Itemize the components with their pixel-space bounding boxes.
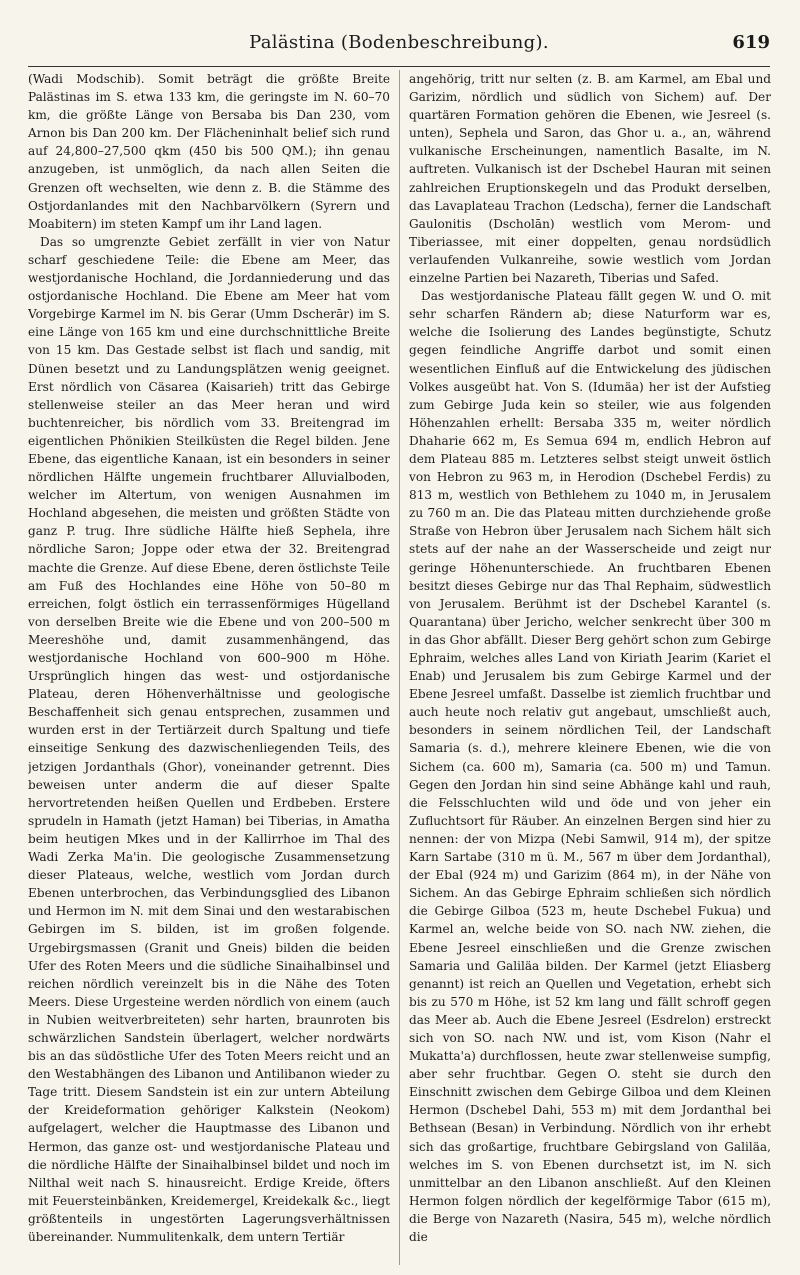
text-columns <box>28 70 771 1265</box>
paragraph: (Wadi Modschib). Somit beträgt die größte Breite Palästinas im S. etwa 133 km, die geringste im N. 60–70 km, die größte Länge von Bersaba bis Dan 230, vom Arnon bis Dan 200 km. Der Flächeninhalt belief sich rund auf 24,800–27,500 qkm (450 bis 500 QM.); ihn genau anzugeben, ist unmöglich, da nach allen Seiten die Grenzen oft wechselten, wie denn z. B. die Stämme des Ostjordanlandes mit den Nachbarvölkern (Syrern und Moabitern) im steten Kampf um ihr Land lagen. <box>28 72 390 231</box>
page-number: 619 <box>732 32 770 53</box>
header-rule <box>28 66 770 67</box>
left-column <box>28 70 390 1265</box>
page-header <box>28 32 770 62</box>
paragraph: Das westjordanische Plateau fällt gegen W. und O. mit sehr scharfen Rändern ab; diese Naturform war es, welche die Isolierung des Landes begünstigte, Schutz gegen feindliche Angriffe darbot und somit einen wesentlichen Einfluß auf die Entwickelung des jüdischen Volkes ausgeübt hat. Von S. (Idumäa) her ist der Aufstieg zum Gebirge Juda kein so steiler, wie aus folgenden Höhenzahlen erhellt: Bersaba 335 m, weiter nördlich Dhaharie 662 m, Es Semua 694 m, endlich Hebron auf dem Plateau 885 m. Letzteres selbst steigt unweit östlich von Hebron zu 963 m, in Herodion (Dschebel Ferdis) zu 813 m, westlich von Bethlehem zu 1040 m, in Jerusalem zu 760 m an. Die das Plateau mitten durchziehende große Straße von Hebron über Jerusalem nach Sichem hält sich stets auf der nahe an der Wasserscheide und zeigt nur geringe Höhenunterschiede. An fruchtbaren Ebenen besitzt dieses Gebirge nur das Thal Rephaim, südwestlich von Jerusalem. Berühmt ist der Dschebel Karantel (s. Quarantana) über Jericho, welcher senkrecht über 300 m in das Ghor abfällt. Dieser Berg gehört schon zum Gebirge Ephraim, welches alles Land von Kiriath Jearim (Kariet el Enab) und Jerusalem bis zum Gebirge Karmel und der Ebene Jesreel umfaßt. Dasselbe ist ziemlich fruchtbar und auch heute noch relativ gut angebaut, umschließt auch, besonders in seinem nördlichen Teil, der Landschaft Samaria (s. d.), mehrere kleinere Ebenen, wie die von Sichem (ca. 600 m), Samaria (ca. 500 m) und Tamun. Gegen den Jordan hin sind seine Abhänge kahl und rauh, die Felsschluchten wild und öde und von jeher ein Zufluchtsort für Räuber. An einzelnen Bergen sind hier zu nennen: der von Mizpa (Nebi Samwil, 914 m), der spitze Karn Sartabe (310 m ü. M., 567 m über dem Jordanthal), der Ebal (924 m) und Garizim (864 m), in der Nähe von Sichem. An das Gebirge Ephraim schließen sich nördlich die Gebirge Gilboa (523 m, heute Dschebel Fukua) und Karmel an, welche beide von SO. nach NW. ziehen, die Ebene Jesreel einschließen und die Grenze zwischen Samaria und Galiläa bilden. Der Karmel (jetzt Eliasberg genannt) ist reich an Quellen und Vegetation, erhebt sich bis zu 570 m Höhe, ist 52 km lang und fällt schroff gegen das Meer ab. Auch die Ebene Jesreel (Esdrelon) erstreckt sich von SO. nach NW. und ist, vom Kison (Nahr el Mukatta'a) durchflossen, heute zwar stellenweise sumpfig, aber sehr fruchtbar. Gegen O. steht sie durch den Einschnitt zwischen dem Gebirge Gilboa und dem Kleinen Hermon (Dschebel Dahi, 553 m) mit dem Jordanthal bei Bethsean (Besan) in Verbindung. Nördlich von ihr erhebt sich das großartige, fruchtbare Gebirgsland von Galiläa, welches im S. von Ebenen durchsetzt ist, im N. sich unmittelbar an den Libanon anschließt. Auf den Kleinen Hermon folgen nördlich der kegelförmige Tabor (615 m), die Berge von Nazareth (Nasira, 545 m), welche nördlich die <box>409 289 771 1244</box>
paragraph: angehörig, tritt nur selten (z. B. am Karmel, am Ebal und Garizim, nördlich und südlich von Sichem) auf. Der quartären Formation gehören die Ebenen, wie Jesreel (s. unten), Sephela und Saron, das Ghor u. a., an, während vulkanische Erscheinungen, namentlich Basalte, im N. auftreten. Vulkanisch ist der Dschebel Hauran mit seinen zahlreichen Eruptionskegeln und das Produkt derselben, das Lavaplateau Trachon (Ledscha), ferner die Landschaft Gaulonitis (Dscholān) westlich vom Merom- und Tiberiassee, mit einer doppelten, genau nordsüdlich verlaufenden Vulkanreihe, sowie westlich vom Jordan einzelne Partien bei Nazareth, Tiberias und Safed. <box>409 72 771 286</box>
paragraph: Das so umgrenzte Gebiet zerfällt in vier von Natur scharf geschiedene Teile: die Ebene am Meer, das westjordanische Hochland, die Jordanniederung und das ostjordanische Hochland. Die Ebene am Meer hat vom Vorgebirge Karmel im N. bis Gerar (Umm Dscherār) im S. eine Länge von 165 km und eine durchschnittliche Breite von 15 km. Das Gestade selbst ist flach und sandig, mit Dünen besetzt und zu Landungsplätzen wenig geeignet. Erst nördlich von Cäsarea (Kaisarieh) tritt das Gebirge stellenweise steiler an das Meer heran und wird buchtenreicher, bis nördlich vom 33. Breitengrad im eigentlichen Phönikien Steilküsten die Regel bilden. Jene Ebene, das eigentliche Kanaan, ist ein besonders in seiner nördlichen Hälfte ungemein fruchtbarer Alluvialboden, welcher im Altertum, von wenigen Ausnahmen im Hochland abgesehen, die meisten und größten Städte von ganz P. trug. Ihre südliche Hälfte hieß Sephela, ihre nördliche Saron; Joppe oder etwa der 32. Breitengrad machte die Grenze. Auf diese Ebene, deren östlichste Teile am Fuß des Hochlandes eine Höhe von 50–80 m erreichen, folgt östlich ein terrassenförmiges Hügelland von derselben Breite wie die Ebene und von 200–500 m Meereshöhe und, damit zusammenhängend, das westjordanische Hochland von 600–900 m Höhe. Ursprünglich hingen das west- und ostjordanische Plateau, deren Höhenverhältnisse und geologische Beschaffenheit sich genau entsprechen, zusammen und wurden erst in der Tertiärzeit durch Spaltung und tiefe einseitige Senkung des dazwischenliegenden Teils, des jetzigen Jordanthals (Ghor), voneinander getrennt. Dies beweisen unter anderm die auf dieser Spalte hervortretenden heißen Quellen und Erdbeben. Erstere sprudeln in Hamath (jetzt Haman) bei Tiberias, in Amatha beim heutigen Mkes und in der Kallirrhoe im Thal des Wadi Zerka Ma'in. Die geologische Zusammensetzung dieser Plateaus, welche, westlich vom Jordan durch Ebenen unterbrochen, das Verbindungsglied des Libanon und Hermon im N. mit dem Sinai und den westarabischen Gebirgen im S. bilden, ist im großen folgende. Urgebirgsmassen (Granit und Gneis) bilden die beiden Ufer des Roten Meers und die südliche Sinaihalbinsel und reichen nördlich vereinzelt bis in die Nähe des Toten Meers. Diese Urgesteine werden nördlich von einem (auch in Nubien weitverbreiteten) sehr harten, braunroten bis schwärzlichen Sandstein überlagert, welcher nordwärts bis an das südöstliche Ufer des Toten Meers reicht und an den Westabhängen des Libanon und Antilibanon wieder zu Tage tritt. Diesem Sandstein ist ein zur untern Abteilung der Kreideformation gehöriger Kalkstein (Neokom) aufgelagert, welcher die Hauptmasse des Libanon und Hermon, das ganze ost- und westjordanische Plateau und die nördliche Hälfte der Sinaihalbinsel bildet und noch im Nilthal weit nach S. hinausreicht. Erdige Kreide, öfters mit Feuersteinbänken, Kreidemergel, Kreidekalk &c., liegt größtenteils in ungestörten Lagerungsverhältnissen übereinander. Nummulitenkalk, dem untern Tertiär <box>28 234 390 1244</box>
column-divider <box>399 70 400 1265</box>
running-title: Palästina (Bodenbeschreibung). <box>249 32 549 53</box>
right-column <box>409 70 771 1265</box>
